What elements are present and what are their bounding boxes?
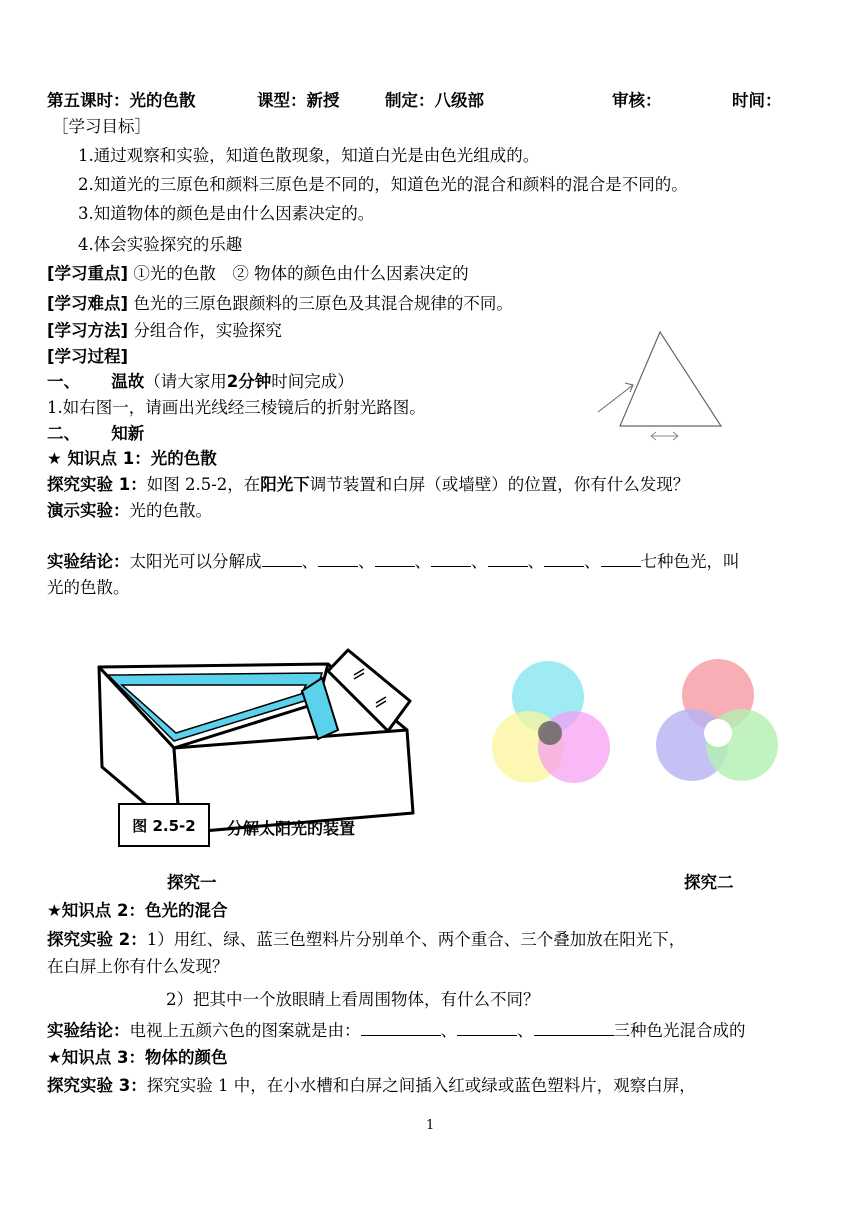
new-heading [47, 423, 144, 445]
key-text: ①光的色散 ② 物体的颜色由什么因素决定的 [133, 264, 469, 283]
separator: 、 [527, 552, 544, 571]
answer-blank[interactable] [262, 551, 302, 567]
review-question-1: 1.如右图一，请画出光线经三棱镜后的折射光路图。 [47, 398, 426, 417]
separator: 、 [471, 552, 488, 571]
separator: 、 [301, 552, 318, 571]
concl1-post: 七种色光，叫 [640, 552, 740, 571]
kp2-experiment-2 [47, 929, 685, 951]
concl1-label: 实验结论： [47, 552, 130, 571]
answer-blank[interactable] [457, 1020, 517, 1036]
kp2-experiment-2-line2: 在白屏上你有什么发现？ [47, 957, 229, 976]
center-overlap [538, 721, 562, 745]
kp1-demo [47, 500, 212, 522]
separator: 、 [358, 552, 375, 571]
white-center [704, 719, 732, 747]
answer-blank[interactable] [361, 1020, 441, 1036]
goal-item: 2.知道光的三原色和颜料三原色是不同的，知道色光的混合和颜料的混合是不同的。 [78, 175, 688, 194]
header-time: 时间： [732, 91, 782, 110]
process-label: [学习过程] [47, 347, 129, 366]
kp2-experiment-2-step2: 2）把其中一个放眼睛上看周围物体，有什么不同？ [166, 990, 540, 1009]
color-mixing-explore-2 [648, 655, 798, 805]
method-label: [学习方法] [47, 321, 129, 340]
header-type: 课型：新授 [257, 91, 340, 110]
exp1-post: 调节装置和白屏（或墙壁）的位置，你有什么发现？ [309, 475, 690, 494]
difficulty-points [47, 293, 513, 315]
header-maker: 制定：八级部 [385, 91, 484, 110]
kp1-experiment-1 [47, 474, 689, 496]
difficulty-label: [学习难点] [47, 294, 129, 313]
exp1-pre: 如图 2.5-2，在 [146, 475, 261, 494]
mirror-plate [328, 650, 410, 731]
new-title: 知新 [111, 424, 145, 443]
prism-figure [595, 330, 730, 445]
explore-2-label: 探究二 [684, 873, 734, 892]
review-note-pre: （请大家用 [144, 372, 227, 391]
kp2-title: ★知识点 2：色光的混合 [47, 901, 228, 920]
color-mixing-explore-1 [488, 655, 638, 805]
concl2-label: 实验结论： [47, 1021, 130, 1040]
header-lesson: 第五课时：光的色散 [47, 91, 196, 110]
key-points [47, 263, 469, 285]
goal-item: 4.体会实验探究的乐趣 [78, 235, 243, 254]
review-heading [47, 371, 354, 393]
exp1-label: 探究实验 1： [47, 475, 147, 494]
kp3-experiment-3 [47, 1075, 696, 1097]
exp1-bold: 阳光下 [260, 475, 310, 494]
concl2-pre: 电视上五颜六色的图案就是由： [129, 1021, 361, 1040]
mirror-in-water [302, 678, 338, 739]
goal-item: 3.知道物体的颜色是由什么因素决定的。 [78, 204, 375, 223]
kp1-title: ★ 知识点 1：光的色散 [47, 449, 217, 468]
exp3-text: 探究实验 1 中，在小水槽和白屏之间插入红或绿或蓝色塑料片，观察白屏， [146, 1076, 696, 1095]
concl1-pre: 太阳光可以分解成 [129, 552, 262, 571]
new-num: 二、 [47, 424, 80, 443]
prism-triangle [620, 332, 721, 426]
kp1-conclusion-line2: 光的色散。 [47, 578, 130, 597]
goal-item: 1.通过观察和实验，知道色散现象，知道白光是由色光组成的。 [78, 146, 540, 165]
kp1-conclusion [47, 551, 740, 573]
exp2-label: 探究实验 2： [47, 930, 147, 949]
answer-blank[interactable] [431, 551, 471, 567]
demo-text: 光的色散。 [129, 501, 212, 520]
exp2-text: 1）用红、绿、蓝三色塑料片分别单个、两个重合、三个叠加放在阳光下， [146, 930, 686, 949]
answer-blank[interactable] [534, 1020, 614, 1036]
demo-label: 演示实验： [47, 501, 130, 520]
header-reviewer: 审核： [612, 91, 662, 110]
review-num: 一、 [47, 372, 80, 391]
kp2-conclusion [47, 1020, 746, 1042]
figure-label: 分解太阳光的装置 [227, 819, 356, 838]
study-method [47, 320, 282, 342]
answer-blank[interactable] [601, 551, 641, 567]
separator: 、 [414, 552, 431, 571]
review-title: 温故 [111, 372, 145, 391]
separator: 、 [517, 1021, 534, 1040]
key-label: [学习重点] [47, 264, 129, 283]
kp3-title: ★知识点 3：物体的颜色 [47, 1048, 228, 1067]
answer-blank[interactable] [375, 551, 415, 567]
difficulty-text: 色光的三原色跟颜料的三原色及其混合规律的不同。 [133, 294, 513, 313]
answer-blank[interactable] [488, 551, 528, 567]
goals-title: ［学习目标］ [52, 117, 151, 136]
exp3-label: 探究实验 3： [47, 1076, 147, 1095]
answer-blank[interactable] [544, 551, 584, 567]
figure-caption-box: 图 2.5-2 [118, 803, 210, 847]
method-text: 分组合作，实验探究 [133, 321, 282, 340]
explore-1-label: 探究一 [167, 873, 217, 892]
answer-blank[interactable] [318, 551, 358, 567]
page-number: 1 [426, 1118, 435, 1133]
concl2-post: 三种色光混合成的 [613, 1021, 746, 1040]
separator: 、 [440, 1021, 457, 1040]
review-note-bold: 2分钟 [226, 372, 272, 391]
separator: 、 [584, 552, 601, 571]
review-note-post: 时间完成） [271, 372, 354, 391]
